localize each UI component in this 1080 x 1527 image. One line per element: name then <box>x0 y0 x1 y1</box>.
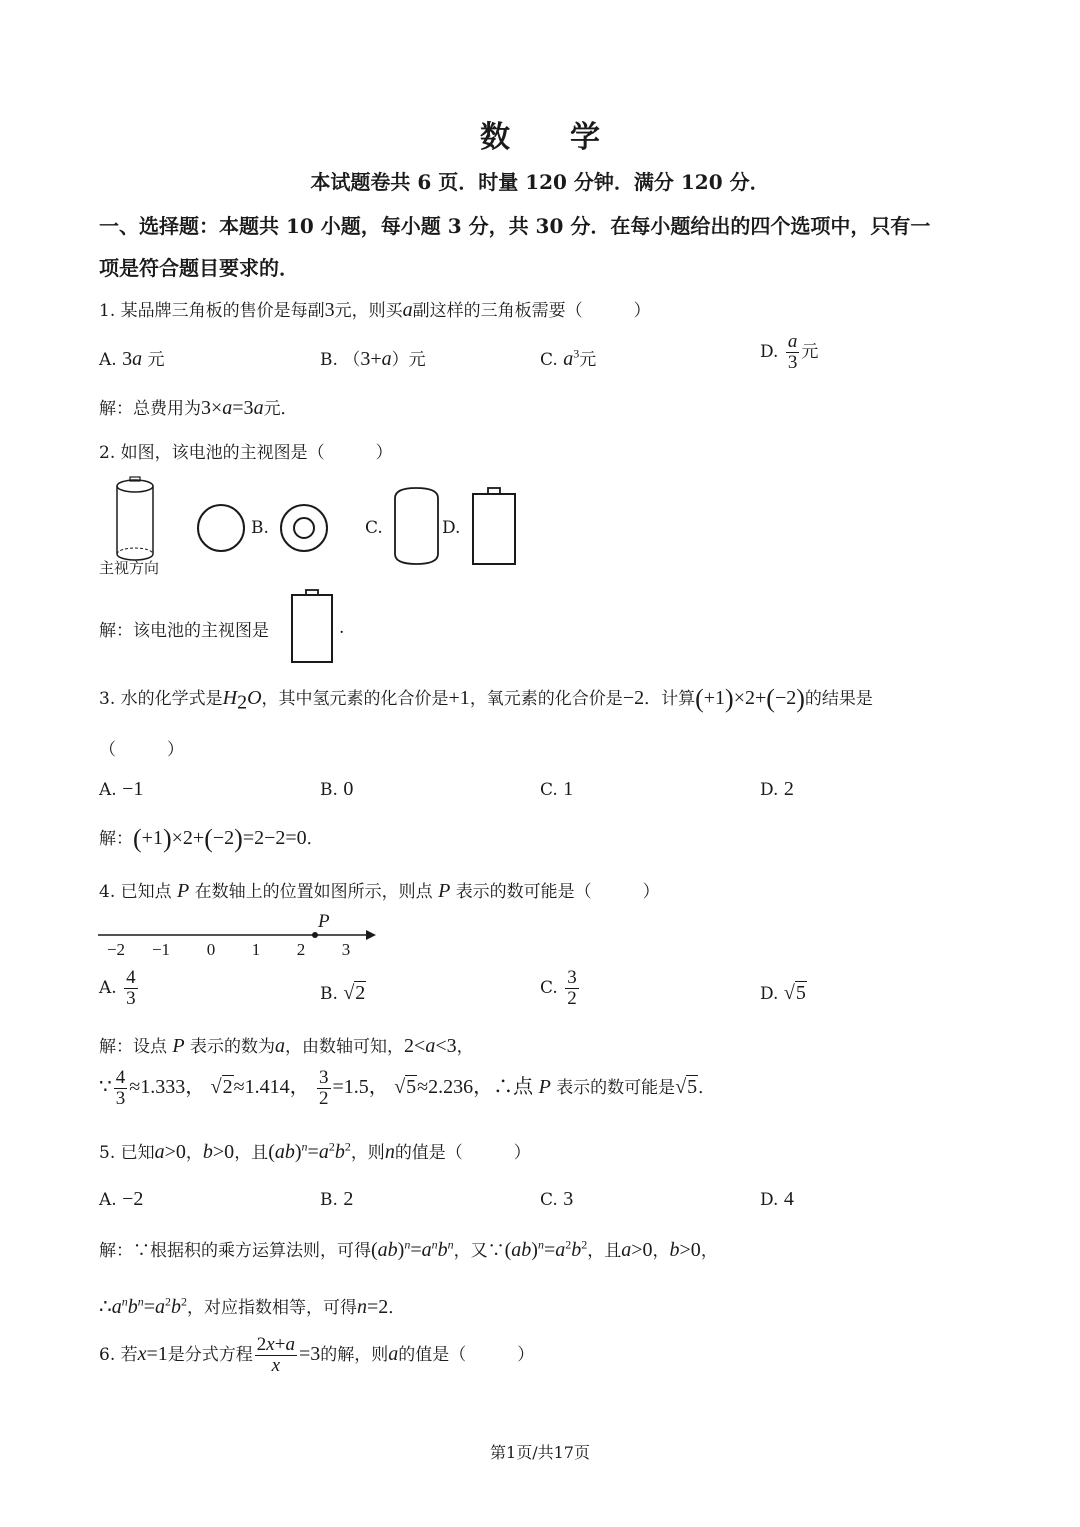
question-4-option-c: C. $\frac{3}{2}$ <box>540 967 577 1009</box>
exam-info: 本试题卷共 6 页．时量 120 分钟．满分 120 分． <box>310 170 770 194</box>
question-1-option-b: B. （3+a）元 <box>320 348 426 370</box>
view-direction-label: 主视方向 <box>99 559 160 577</box>
option-b-concentric-circles <box>278 502 330 554</box>
solution-battery-rect <box>289 588 337 666</box>
battery-3d-figure <box>110 476 160 566</box>
axis-tick-label: −1 <box>151 940 171 959</box>
section-heading-line1: 一、选择题：本题共 10 小题，每小题 3 分，共 30 分．在每小题给出的四个选项中，只有一 <box>99 214 931 238</box>
question-4-solution-line2: ∵ $\frac{4}{3}$ ≈1.333， √2≈1.414， $\frac{3}{2}$ =1.5， √5≈2.236，∴点 P 表示的数可能是√5． <box>99 1067 716 1109</box>
question-5-solution-line2: $\therefore a^nb^n=a^2b^2$，对应指数相等，可得n=2． <box>99 1294 406 1318</box>
question-1-stem: 1. 某品牌三角板的售价是每副3元，则买a副这样的三角板需要（ ） <box>99 299 651 321</box>
question-2-option-d-label: D. <box>442 518 461 538</box>
question-3-option-b: B. 0 <box>320 778 354 800</box>
question-5-solution-line1: 解：∵根据积的乘方运算法则，可得$(ab)^n=a^nb^n$，又$\because(ab)^n=a^2b^2$，且a>0，b>0， <box>99 1237 718 1261</box>
axis-tick-label: −2 <box>106 940 126 959</box>
question-4-stem: 4. 已知点 P 在数轴上的位置如图所示，则点 P 表示的数可能是（ ） <box>99 880 660 902</box>
axis-tick-label: 1 <box>251 940 261 959</box>
axis-tick-label: 2 <box>296 940 306 959</box>
option-c-rounded-rect <box>392 486 442 568</box>
section-heading-line2: 项是符合题目要求的． <box>99 256 299 280</box>
question-3-option-a: A. −1 <box>99 778 144 800</box>
option-a-circle <box>195 502 247 554</box>
question-1-solution: 解：总费用为3×a=3a元． <box>99 397 298 419</box>
question-3-option-c: C. 1 <box>540 778 574 800</box>
question-2-solution: 解：该电池的主视图是 <box>99 621 269 641</box>
question-2-solution-period: . <box>339 618 345 638</box>
question-1-option-c: C. $a^3$元 <box>540 346 597 370</box>
question-5-stem: 5. 已知a>0，b>0，且$(ab)^n=a^2b^2$，则n的值是（ ） <box>99 1139 531 1163</box>
question-6-stem: 6. 若x=1是分式方程 $\frac{2x+a}{x}$ =3的解，则a的值是（ ） <box>99 1334 535 1376</box>
question-3-paren: （ ） <box>99 740 184 760</box>
question-3-solution: 解：(+1)×2+(−2)=2−2=0． <box>99 824 324 853</box>
question-1-option-d: D. $\frac{a}{3}$ 元 <box>760 331 819 373</box>
question-2-option-b-label: B. <box>251 518 269 538</box>
option-d-battery-rect <box>470 486 520 568</box>
question-4-option-d: D. √5 <box>760 982 806 1004</box>
question-2-option-c-label: C. <box>365 518 383 538</box>
page-footer: 第1页/共17页 <box>490 1443 590 1462</box>
question-1-option-a: A. 3a 元 <box>99 348 165 370</box>
question-5-option-c: C. 3 <box>540 1188 574 1210</box>
axis-tick-label: 0 <box>206 940 216 959</box>
number-line <box>96 910 386 960</box>
question-5-option-d: D. 4 <box>760 1188 794 1210</box>
question-5-option-a: A. −2 <box>99 1188 144 1210</box>
question-4-option-b: B. √2 <box>320 982 366 1004</box>
question-4-option-a: A. $\frac{4}{3}$ <box>99 967 136 1009</box>
question-3-option-d: D. 2 <box>760 778 794 800</box>
point-p-label: P <box>318 911 330 932</box>
question-5-option-b: B. 2 <box>320 1188 354 1210</box>
question-4-solution-line1: 解：设点 P 表示的数为a，由数轴可知，2<a<3， <box>99 1035 474 1057</box>
question-3-stem: 3. 水的化学式是$H_2O$，其中氢元素的化合价是+1，氧元素的化合价是−2．计算(+1)×2+(−2)的结果是 <box>99 684 873 714</box>
axis-tick-label: 3 <box>341 940 351 959</box>
question-2-stem: 2. 如图，该电池的主视图是（ ） <box>99 443 393 463</box>
page-title: 数 学 <box>480 120 600 155</box>
